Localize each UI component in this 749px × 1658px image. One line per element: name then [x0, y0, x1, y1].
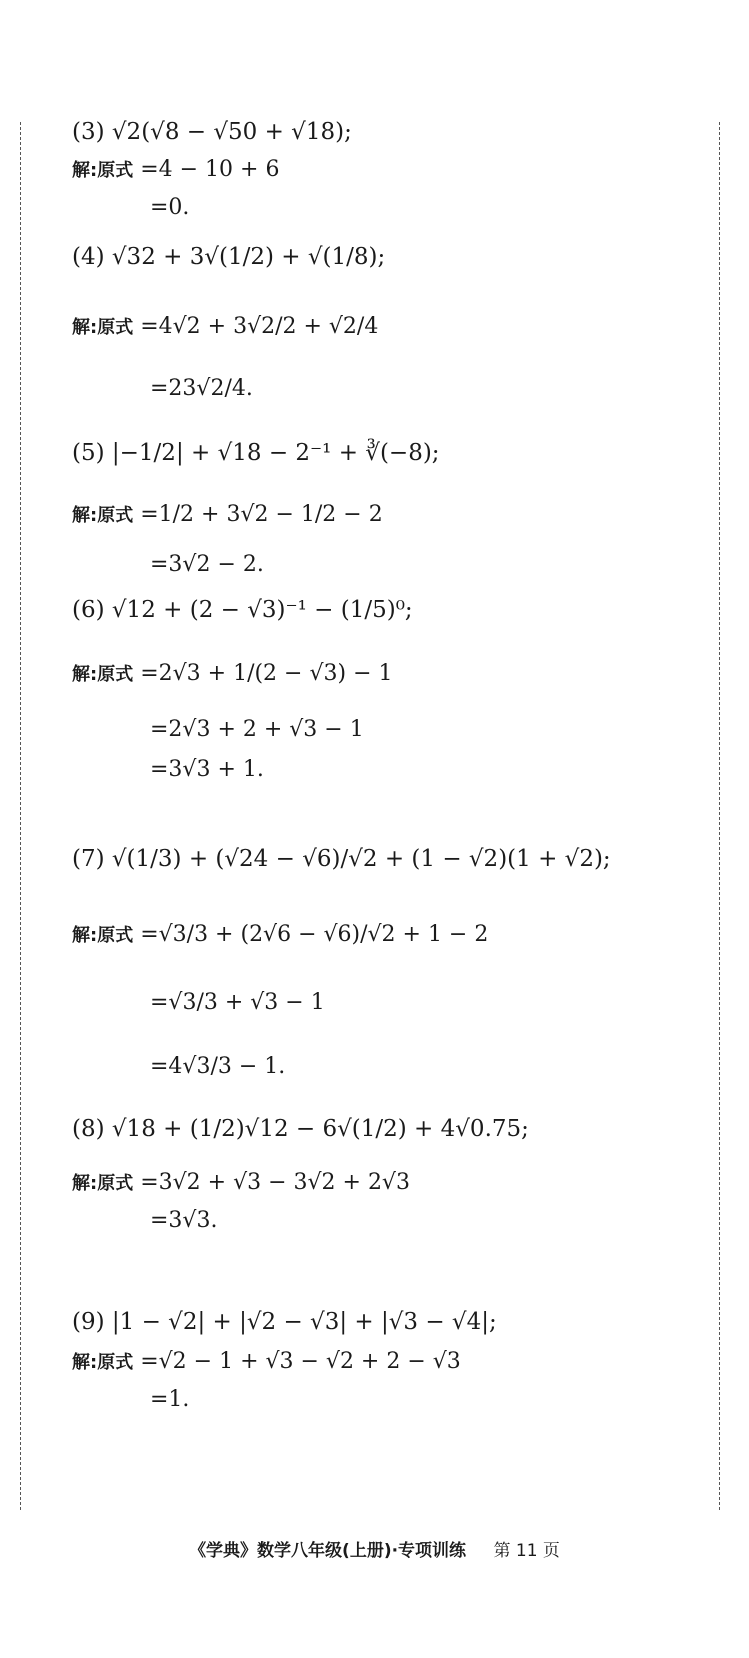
problem-expression: √(1/3) + (√24 − √6)/√2 + (1 − √2)(1 + √2); — [111, 846, 611, 872]
problem-expression: √2(√8 − √50 + √18); — [111, 119, 352, 145]
solution-label: 解:原式 — [72, 1352, 134, 1373]
solution-line — [72, 313, 378, 342]
solution-step: =1/2 + 3√2 − 1/2 − 2 — [140, 502, 383, 527]
problem-expression: |1 − √2| + |√2 − √3| + |√3 − √4|; — [111, 1309, 497, 1335]
problem-label: (7) — [72, 846, 105, 872]
solution-label: 解:原式 — [72, 505, 134, 526]
problem-label: (5) — [72, 440, 105, 466]
problem-expression: √32 + 3√(1/2) + √(1/8); — [111, 244, 386, 270]
problem-label: (4) — [72, 244, 105, 270]
problem-statement — [72, 596, 413, 624]
problem-statement — [72, 845, 611, 873]
page-footer — [0, 1536, 749, 1561]
problem-expression: |−1/2| + √18 − 2⁻¹ + ∛(−8); — [111, 440, 440, 466]
page-number: 第 11 页 — [493, 1541, 560, 1561]
problem-label: (6) — [72, 597, 105, 623]
solution-label: 解:原式 — [72, 160, 134, 181]
solution-step: =3√3 + 1. — [150, 757, 264, 782]
solution-step: =4 − 10 + 6 — [140, 157, 280, 182]
solution-step: =√3/3 + √3 − 1 — [150, 990, 325, 1015]
solution-step: =1. — [150, 1387, 190, 1412]
problem-expression: √12 + (2 − √3)⁻¹ − (1/5)⁰; — [111, 597, 413, 623]
problem-expression: √18 + (1/2)√12 − 6√(1/2) + 4√0.75; — [111, 1116, 529, 1142]
solution-line — [72, 1169, 410, 1198]
solution-step: =23√2/4. — [150, 376, 253, 401]
problem-statement — [72, 1308, 497, 1336]
solution-step: =3√2 + √3 − 3√2 + 2√3 — [140, 1170, 410, 1195]
solution-step: =√2 − 1 + √3 − √2 + 2 − √3 — [140, 1349, 461, 1374]
problem-label: (3) — [72, 119, 105, 145]
problem-statement — [72, 118, 352, 146]
solution-line — [72, 660, 393, 689]
book-title: 《学典》数学八年级(上册)·专项训练 — [189, 1541, 467, 1561]
solution-step: =4√3/3 − 1. — [150, 1054, 286, 1079]
solution-step: =4√2 + 3√2/2 + √2/4 — [140, 314, 379, 339]
solution-label: 解:原式 — [72, 664, 134, 685]
solution-line — [72, 921, 488, 950]
solution-step: =√3/3 + (2√6 − √6)/√2 + 1 − 2 — [140, 922, 489, 947]
solution-step: =3√2 − 2. — [150, 552, 264, 577]
solution-step: =2√3 + 2 + √3 − 1 — [150, 717, 364, 742]
problem-statement — [72, 1115, 529, 1143]
solution-label: 解:原式 — [72, 925, 134, 946]
problem-statement — [72, 243, 385, 271]
problem-label: (9) — [72, 1309, 105, 1335]
left-margin-rule — [20, 122, 21, 1510]
solution-line — [72, 501, 383, 530]
solution-line — [72, 1348, 461, 1377]
solution-label: 解:原式 — [72, 1173, 134, 1194]
solution-step: =2√3 + 1/(2 − √3) − 1 — [140, 661, 393, 686]
solution-step: =0. — [150, 195, 190, 220]
right-margin-rule — [719, 122, 720, 1510]
solution-step: =3√3. — [150, 1208, 218, 1233]
solution-label: 解:原式 — [72, 317, 134, 338]
problem-statement — [72, 439, 440, 467]
solution-line — [72, 156, 279, 185]
problem-label: (8) — [72, 1116, 105, 1142]
